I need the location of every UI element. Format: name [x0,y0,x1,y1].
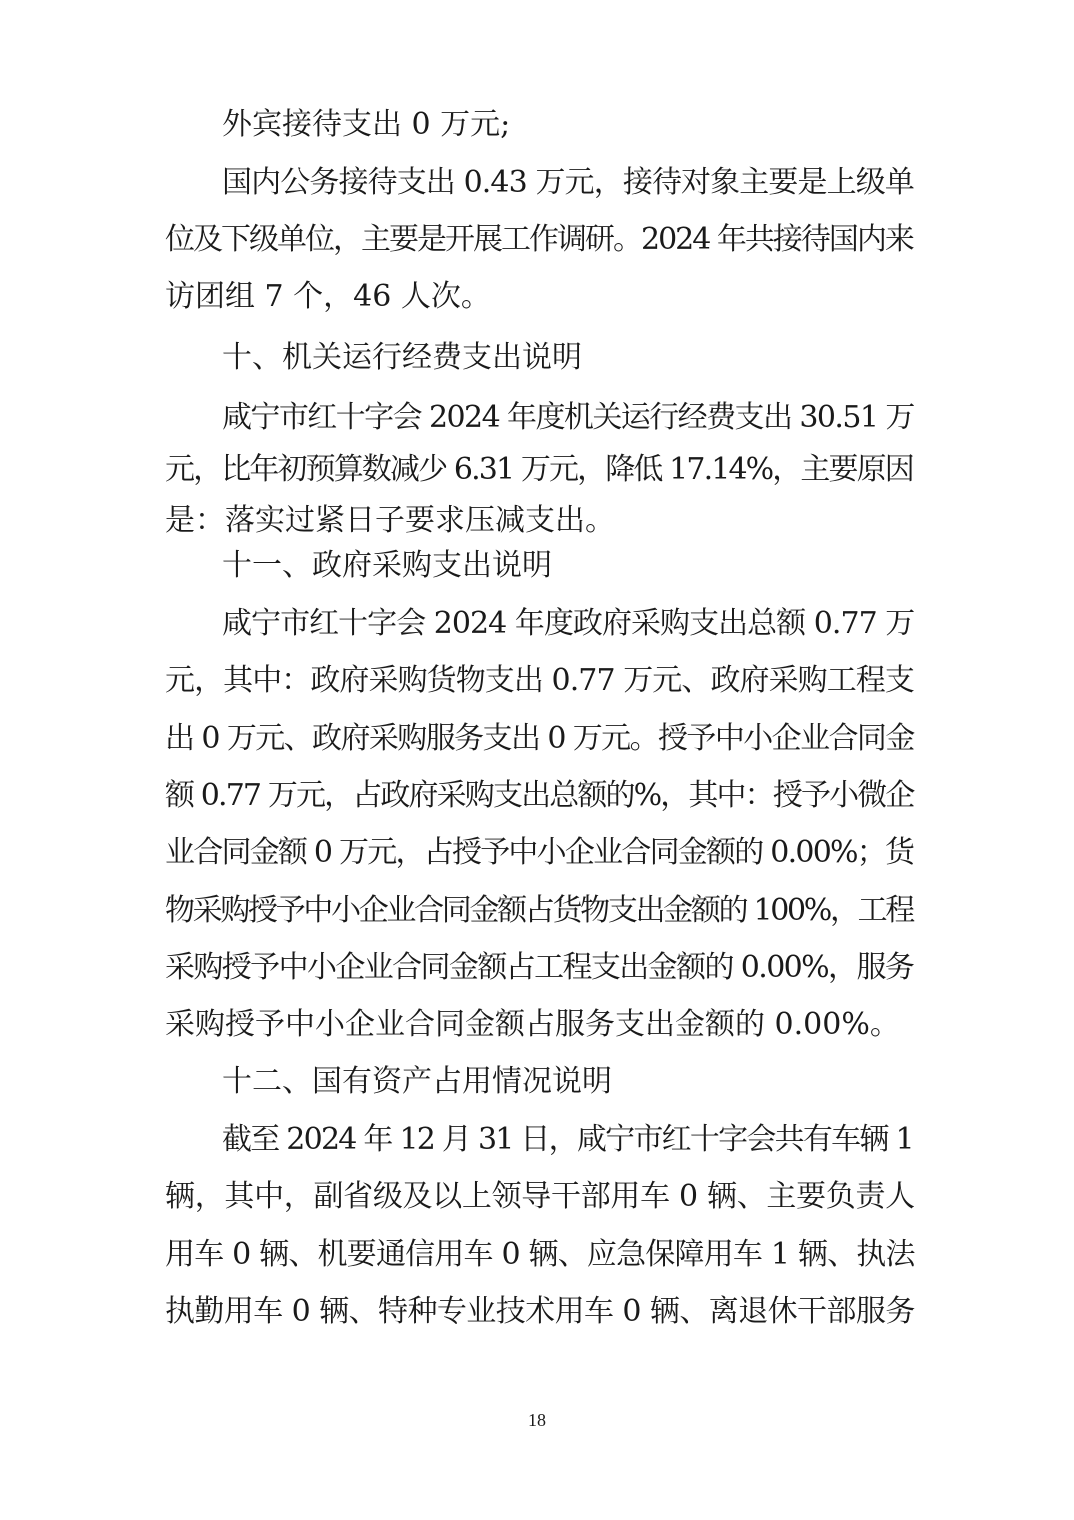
text-line: 咸宁市红十字会 2024 年度机关运行经费支出 30.51 万 [222,400,914,435]
text-line: 采购授予中小企业合同金额占服务支出金额的 0.00%。 [165,1007,900,1042]
text-line: 截至 2024 年 12 月 31 日，咸宁市红十字会共有车辆 1 [222,1122,913,1157]
text-line: 业合同金额 0 万元，占授予中小企业合同金额的 0.00%；货 [165,835,914,870]
text-line: 十一、政府采购支出说明 [222,548,552,583]
text-line: 十、机关运行经费支出说明 [222,340,582,375]
text-line: 咸宁市红十字会 2024 年度政府采购支出总额 0.77 万 [222,606,915,641]
text-line: 国内公务接待支出 0.43 万元，接待对象主要是上级单 [222,165,914,200]
text-line: 采购授予中小企业合同金额占工程支出金额的 0.00%，服务 [165,950,914,985]
text-line: 物采购授予中小企业合同金额占货物支出金额的 100%，工程 [165,893,913,928]
page-number: 18 [528,1410,546,1430]
text-line: 出 0 万元、政府采购服务支出 0 万元。授予中小企业合同金 [165,721,914,756]
text-line: 元，比年初预算数减少 6.31 万元，降低 17.14%，主要原因 [165,452,913,487]
text-line: 辆，其中，副省级及以上领导干部用车 0 辆、主要负责人 [165,1179,915,1214]
text-line: 位及下级单位，主要是开展工作调研。2024 年共接待国内来 [165,222,913,257]
text-line: 额 0.77 万元，占政府采购支出总额的%，其中：授予小微企 [165,778,914,813]
text-line: 外宾接待支出 0 万元; [222,107,511,142]
text-line: 访团组 7 个，46 人次。 [165,279,491,314]
text-line: 执勤用车 0 辆、特种专业技术用车 0 辆、离退休干部服务 [165,1294,915,1329]
text-line: 十二、国有资产占用情况说明 [222,1064,612,1099]
text-line: 是：落实过紧日子要求压减支出。 [165,503,615,538]
text-line: 用车 0 辆、机要通信用车 0 辆、应急保障用车 1 辆、执法 [165,1237,915,1272]
text-line: 元，其中：政府采购货物支出 0.77 万元、政府采购工程支 [165,663,914,698]
